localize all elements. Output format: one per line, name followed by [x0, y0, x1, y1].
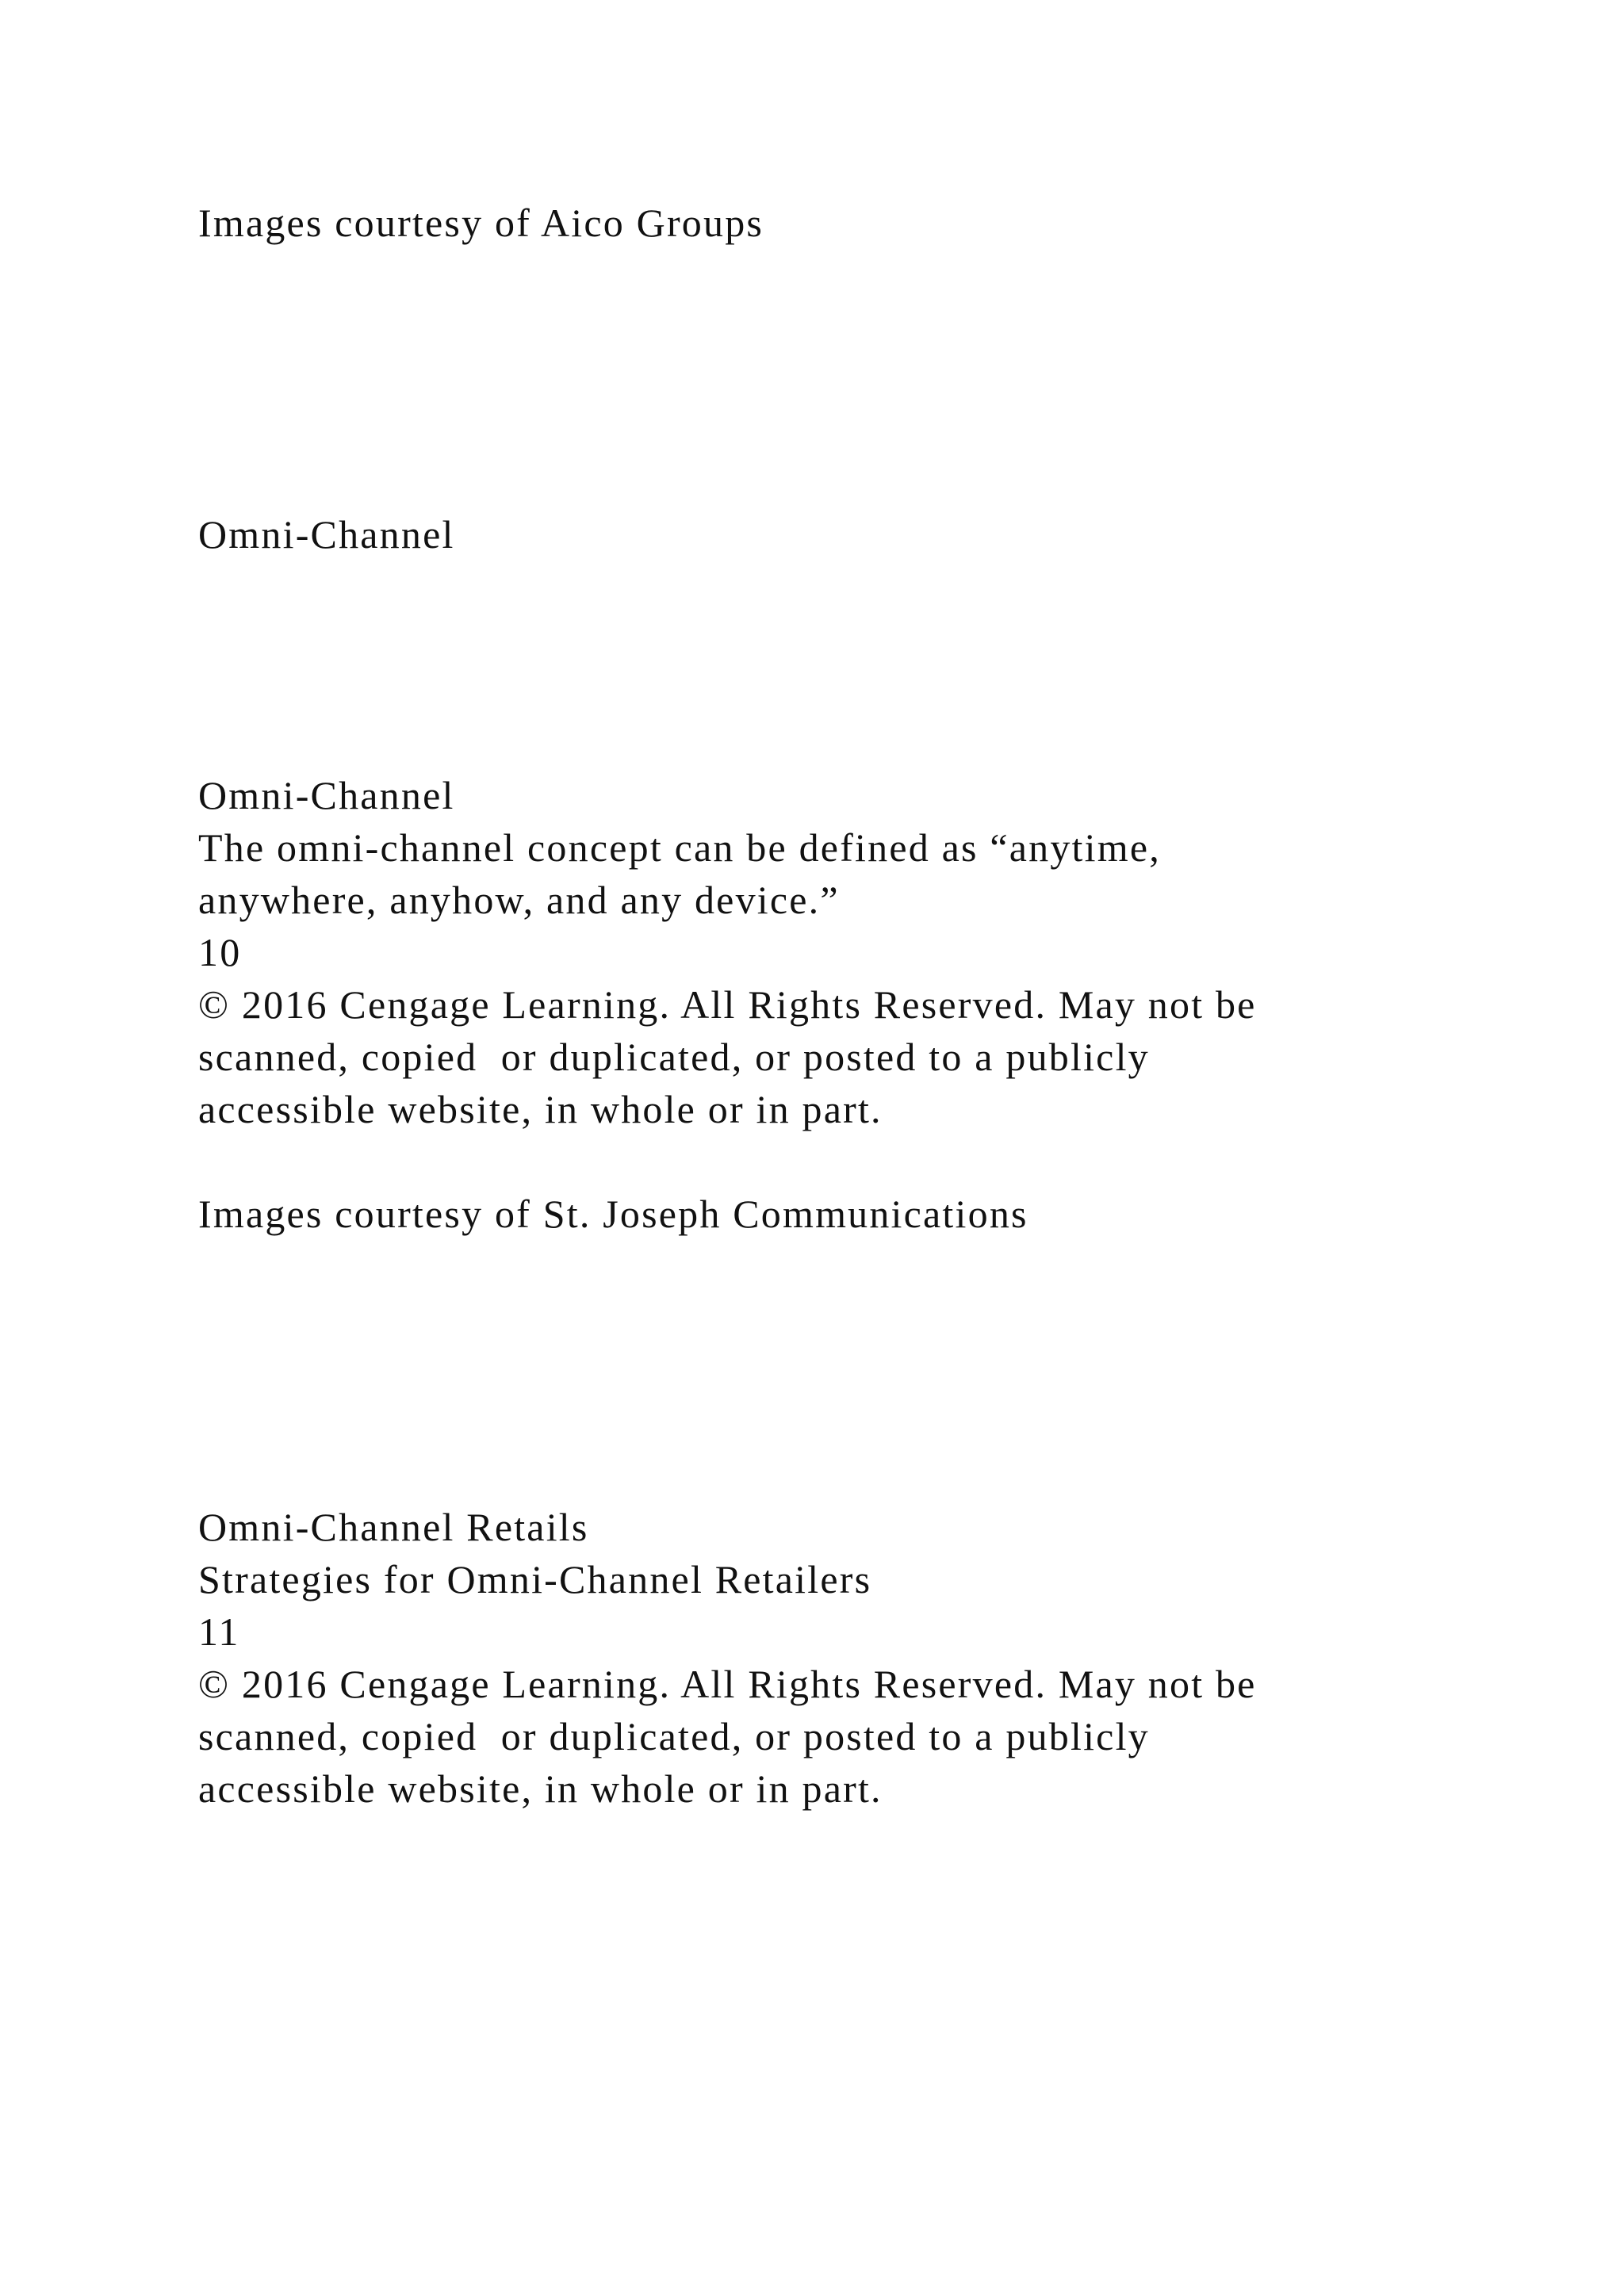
slide-10-copyright-line: © 2016 Cengage Learning. All Rights Reserved. May not be [198, 982, 1257, 1027]
slide-11-title: Omni-Channel Retails [198, 1505, 589, 1549]
slide-10-page-number: 10 [198, 930, 242, 974]
slide-10-body-line: The omni-channel concept can be defined as “anytime, [198, 825, 1161, 870]
section-heading-omni-channel: Omni-Channel [198, 512, 455, 557]
slide-11-page-number: 11 [198, 1609, 240, 1654]
image-credit-aico: Images courtesy of Aico Groups [198, 201, 764, 245]
slide-10-title: Omni-Channel [198, 773, 455, 817]
image-credit-st-joseph: Images courtesy of St. Joseph Communications [198, 1192, 1028, 1236]
slide-10-body-line: anywhere, anyhow, and any device.” [198, 878, 840, 922]
slide-10-copyright-line: scanned, copied or duplicated, or posted to a publicly [198, 1035, 1150, 1079]
slide-11-body-line: Strategies for Omni-Channel Retailers [198, 1557, 872, 1601]
slide-10-copyright-line: accessible website, in whole or in part. [198, 1087, 883, 1131]
slide-11-copyright-line: accessible website, in whole or in part. [198, 1766, 883, 1811]
slide-11-copyright-line: scanned, copied or duplicated, or posted to a publicly [198, 1714, 1150, 1758]
slide-11-copyright-line: © 2016 Cengage Learning. All Rights Reserved. May not be [198, 1662, 1257, 1706]
